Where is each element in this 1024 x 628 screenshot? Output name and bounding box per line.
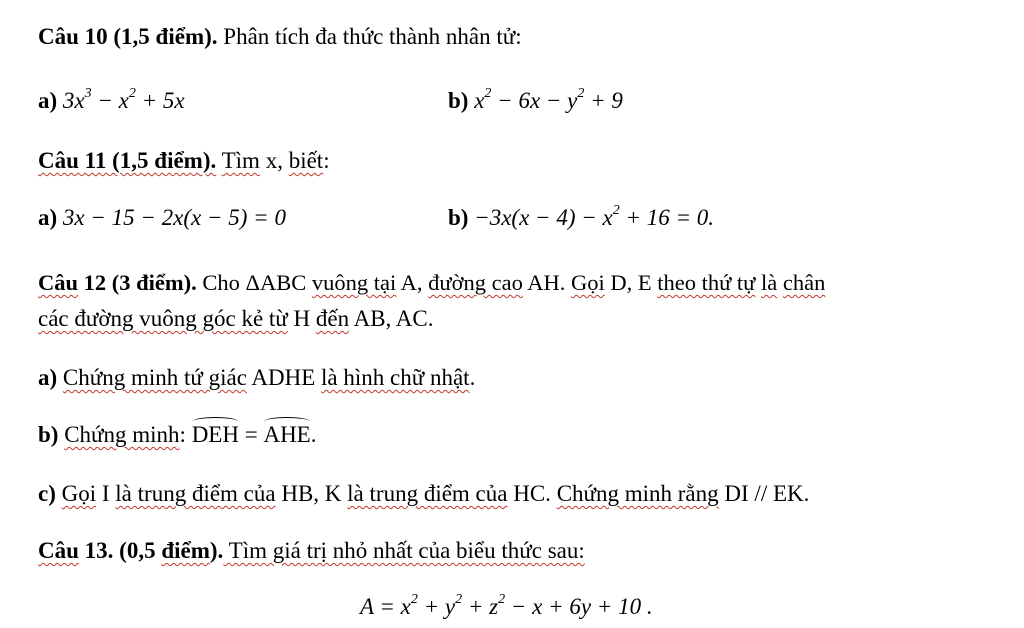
q12-c: c) Gọi I là trung điểm của HB, K là trung điểm của HC. Chứng minh rằng DI // EK. [38, 481, 810, 506]
q12-line1: Câu 12 (3 điểm). Cho ΔABC vuông tại A, đường cao AH. Gọi D, E theo thứ tự là chân [38, 270, 826, 295]
q10-b [448, 86, 623, 116]
q10-text: Phân tích đa thức thành nhân tử: [223, 24, 522, 49]
q11-parts [38, 203, 715, 233]
q13-heading-rest: 13. (0,5 [78, 538, 162, 563]
q11-b [448, 203, 714, 233]
q10-a-expression: $3x^3 - x^2 + 5x$ [62, 86, 185, 113]
q12-b: b) Chứng minh: DEH = AHE. [38, 420, 316, 450]
q12-heading-rest: 12 (3 điểm). [78, 270, 197, 295]
q10-a-label: a) [38, 88, 58, 113]
q12-a-label: a) [38, 365, 58, 390]
q11-a-expression: 3x − 15 − 2x(x − 5) = 0 [62, 205, 286, 230]
angle-deh: DEH [192, 420, 239, 450]
q10-b-expression: $x^2 - 6x - y^2 + 9$ [474, 86, 623, 113]
q10-b-label: b) [448, 88, 469, 113]
q10-heading: Câu 10 (1,5 điểm). [38, 24, 218, 49]
q13-heading-word: Câu [38, 538, 79, 563]
q12-c-label: c) [38, 481, 56, 506]
q11-a-label: a) [38, 205, 58, 230]
q10-title [38, 22, 522, 52]
q12-b-label: b) [38, 422, 59, 447]
q11-heading: Câu 11 (1,5 điểm). [38, 148, 217, 173]
q13-formula: $A = x^2 + y^2 + z^2 - x + 6y + 10$ . [360, 592, 653, 619]
angle-ahe: AHE [263, 420, 310, 450]
q12-a: a) Chứng minh tứ giác ADHE là hình chữ nhật. [38, 365, 476, 390]
q13-title: Câu 13. (0,5 điểm). Tìm giá trị nhỏ nhất của biểu thức sau: [38, 538, 585, 563]
q12-heading-word: Câu [38, 270, 79, 295]
q10-parts [38, 86, 623, 116]
q11-b-expression: $-3x(x - 4) - x^2 + 16 = 0$. [474, 203, 715, 230]
q13-text: Tìm giá trị nhỏ nhất của biểu thức sau: [223, 538, 585, 563]
q12-line2: các đường vuông góc kẻ từ H đến AB, AC. [38, 306, 434, 331]
q11-title: Câu 11 (1,5 điểm). Tìm x, biết: [38, 148, 330, 173]
q11-b-label: b) [448, 205, 469, 230]
